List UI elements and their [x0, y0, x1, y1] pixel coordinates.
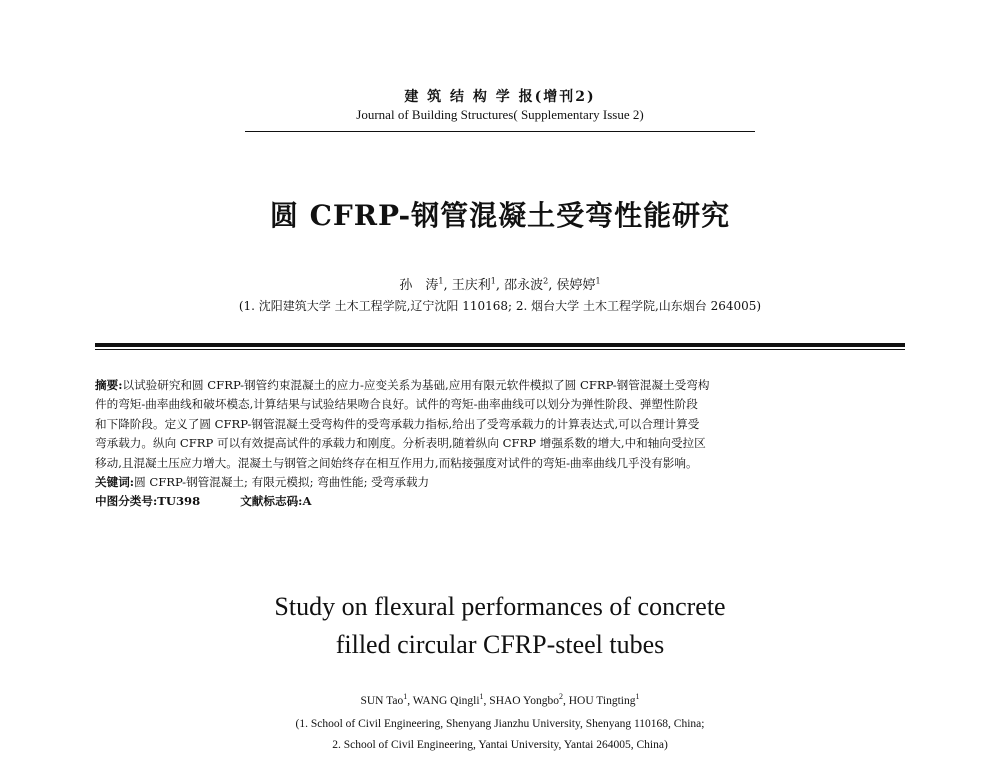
- abstract-line: 移动,且混凝土压应力增大。混凝土与钢管之间始终存在相互作用力,而粘接强度对试件的弯矩-曲率曲线几乎没有影响。: [95, 455, 698, 470]
- clc-value: TU398: [157, 494, 201, 509]
- classification-line: [95, 492, 907, 511]
- author-sup: 1: [479, 692, 484, 701]
- journal-name-en: Journal of Building Structures( Supplementary Issue 2): [356, 107, 644, 122]
- author: WANG Qingli: [412, 694, 480, 707]
- paper-title-en: [0, 588, 1000, 664]
- abstract-line: 弯承载力。纵向 CFRP 可以有效提高试件的承载力和刚度。分析表明,随着纵向 CFRP 增强系数的增大,中和轴向受拉区: [95, 436, 706, 451]
- title-en-line: Study on flexural performances of concrete: [274, 592, 726, 621]
- title-en-line: filled circular CFRP-steel tubes: [335, 630, 665, 659]
- abstract-line: [95, 376, 907, 395]
- author: SUN Tao: [360, 694, 404, 707]
- author: 侯婷婷: [556, 278, 596, 293]
- author-sup: 1: [438, 276, 444, 286]
- keywords-line: [95, 473, 907, 492]
- affiliation-en: [0, 714, 1000, 756]
- abstract-text: 以试验研究和圆 CFRP-钢管约束混凝土的应力-应变关系为基础,应用有限元软件模拟了圆 CFRP-钢管混凝土受弯构: [122, 378, 710, 392]
- authors-cn: 孙 涛$^1$, 王庆利$^1$, 邵永波$^2$, 侯婷婷$^1$: [399, 276, 601, 293]
- journal-name-cn: 建 筑 结 构 学 报(增刊2): [404, 89, 596, 105]
- affiliation-line: (1. School of Civil Engineering, Shenyang Jianzhu University, Shenyang 110168, China;: [295, 718, 705, 730]
- affiliation-cn: (1. 沈阳建筑大学 土木工程学院,辽宁沈阳 110168; 2. 烟台大学 土木工程学院,山东烟台 264005): [238, 299, 762, 313]
- author-sup: 1: [595, 276, 601, 286]
- author-sup: 2: [543, 276, 549, 286]
- author: 邵永波: [504, 278, 544, 293]
- author-sup: 1: [490, 276, 496, 286]
- clc-label: 中图分类号:: [95, 494, 158, 509]
- section-rule-thin: [95, 349, 905, 350]
- author-sup: 2: [558, 692, 563, 701]
- abstract-label: 摘要:: [95, 378, 123, 392]
- abstract-block: [95, 376, 907, 512]
- authors-en: SUN Tao$^1$, WANG Qingli$^1$, SHAO Yongbo$^2$, HOU Tingting$^1$: [360, 692, 640, 707]
- abstract-line: 和下降阶段。定义了圆 CFRP-钢管混凝土受弯构件的受弯承载力指标,给出了受弯承载力的计算表达式,可以合理计算受: [95, 416, 700, 431]
- author: 王庆利: [451, 278, 491, 293]
- author-sup: 1: [403, 692, 408, 701]
- keywords-text: 圆 CFRP-钢管混凝土; 有限元模拟; 弯曲性能; 受弯承载力: [134, 475, 430, 490]
- affiliation-line: 2. School of Civil Engineering, Yantai University, Yantai 264005, China): [332, 739, 668, 751]
- doc-code-label: 文献标志码:: [240, 494, 303, 509]
- author-sup: 1: [635, 692, 640, 701]
- abstract-line: 件的弯矩-曲率曲线和破坏模态,计算结果与试验结果吻合良好。试件的弯矩-曲率曲线可以划分为弹性阶段、弹塑性阶段: [95, 397, 698, 412]
- paper-title-cn: 圆 CFRP-钢管混凝土受弯性能研究: [269, 199, 731, 232]
- section-rule: [95, 343, 905, 347]
- author: HOU Tingting: [568, 694, 636, 707]
- doc-code-value: A: [302, 494, 312, 509]
- keywords-label: 关键词:: [95, 475, 135, 490]
- author: 孙 涛: [399, 278, 439, 293]
- author: SHAO Yongbo: [489, 694, 559, 707]
- header-rule: [245, 131, 755, 132]
